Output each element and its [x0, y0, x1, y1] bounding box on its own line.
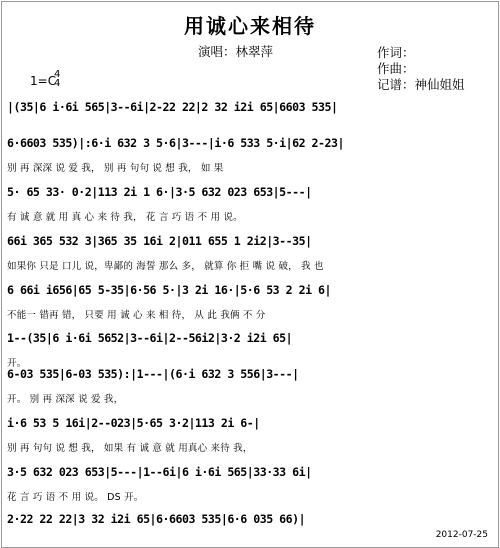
- lyric-line: 有 诚 意 就 用 真 心 来 待 我， 花 言 巧 语 不 用 说。: [7, 212, 243, 223]
- notation-line: 3·5 632 023 653|5---|1--6i|6 i·6i 565|33·33 6i|: [7, 465, 312, 479]
- notation-line: i·6 53 5 16i|2--023|5·65 3·2|113 2i 6-|: [7, 416, 260, 430]
- notation-line: 2·22 22 22|3 32 i2i 65|6·6603 535|6·6 035 66)|: [7, 512, 306, 526]
- lyric-line: 别 再 深深 说 爱 我， 别 再 句句 说 想 我， 如 果: [7, 163, 224, 174]
- lyric-line: 花 言 巧 语 不 用 说。 DS 开。: [7, 492, 144, 503]
- notation-line: 6 66i i656|65 5-35|6·56 5·|3 2i 16·|5·6 53 2 2i 6|: [7, 283, 332, 297]
- composer-credit: 作曲：: [377, 61, 415, 76]
- time-signature-bottom: 4: [54, 78, 61, 89]
- time-signature-top: 4: [54, 69, 61, 80]
- lyric-line: 开。 别 再 深深 说 爱 我，: [7, 394, 124, 405]
- lyric-line: 开。: [7, 358, 27, 369]
- lyric-line: 如果你 只是 口儿 说，卑鄙的 海誓 那么 多， 就算 你 拒 嘴 说 破， 我 也: [7, 261, 324, 272]
- time-signature: [54, 70, 60, 88]
- notation-line: 6-03 535|6-03 535):|1---|(6·i 632 3 556|3---|: [7, 367, 299, 381]
- notation-line: 6·6603 535)|:6·i 632 3 5·6|3---|i·6 533 5·i|62 2-23|: [7, 136, 344, 150]
- lyric-line: 别 再 句句 说 想 我， 如果 有 诚 意 就 用真心 来待 我，: [7, 443, 253, 454]
- notation-line: 5· 65 33· 0·2|113 2i 1 6·|3·5 632 023 653|5---|: [7, 185, 312, 199]
- notation-line: 1--(35|6 i·6i 5652|3--6i|2--56i2|3·2 i2i 65|: [7, 331, 293, 345]
- date-stamp: 2012-07-25: [435, 530, 488, 540]
- notation-line: |(35|6 i·6i 565|3--6i|2-22 22|2 32 i2i 65|6603 535|: [7, 100, 338, 114]
- transcriber-credit: 记谱：神仙姐姐: [377, 77, 465, 92]
- key-signature: 1=C: [30, 74, 57, 88]
- notation-line: 66i 365 532 3|365 35 16i 2|011 655 1 2i2|3--35|: [7, 234, 312, 248]
- singer-credit: 演唱：林翠萍: [198, 44, 274, 59]
- lyricist-credit: 作词：: [377, 45, 415, 60]
- song-title: 用诚心来相待: [184, 14, 316, 38]
- lyric-line: 不能一 错再 错， 只要 用 诚 心 来 相 待， 从 此 我俩 不 分: [7, 310, 266, 321]
